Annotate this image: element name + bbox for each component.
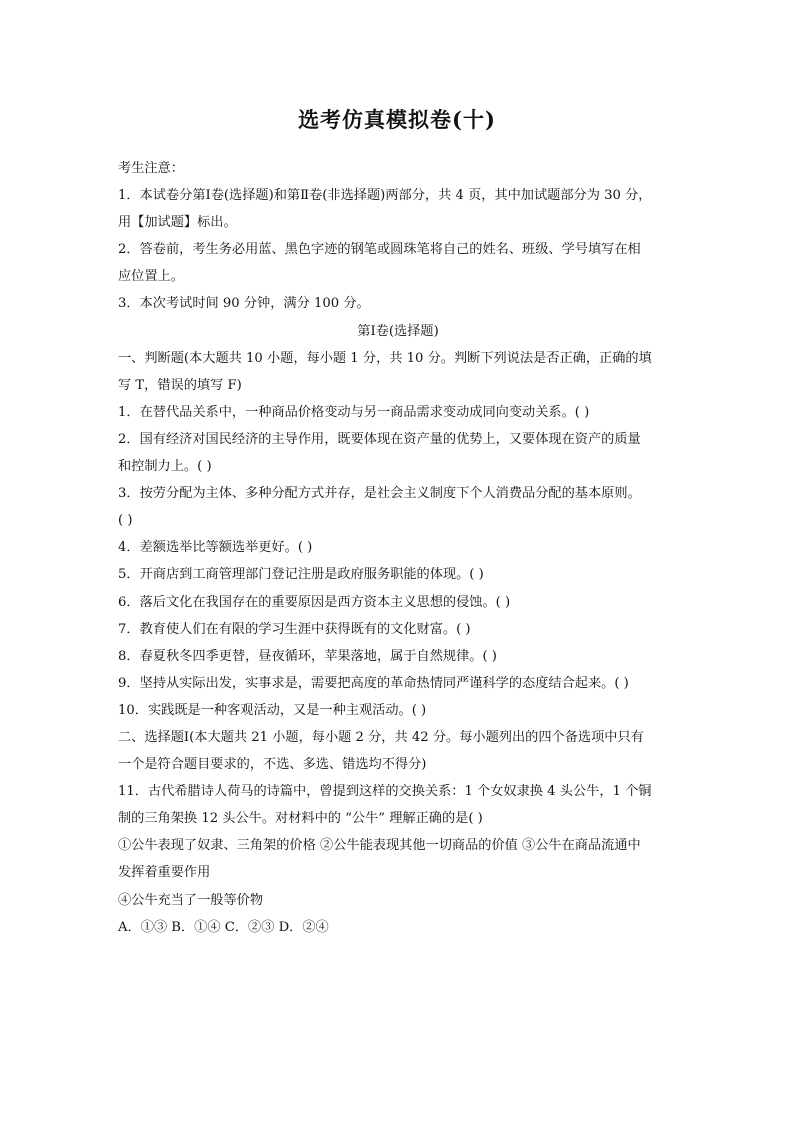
question-line: 3．按劳分配为主体、多种分配方式并存，是社会主义制度下个人消费品分配的基本原则。 xyxy=(118,486,641,502)
question-line: 5．开商店到工商管理部门登记注册是政府服务职能的体现。( ) xyxy=(118,567,484,583)
notice-line: 用【加试题】标出。 xyxy=(118,215,237,231)
question-line: 11．古代希腊诗人荷马的诗篇中，曾提到这样的交换关系：1 个女奴隶换 4 头公牛，1 个铜 xyxy=(118,784,652,800)
part1-title: 第Ⅰ卷(选择题) xyxy=(357,323,439,339)
question-line: 制的三角架换 12 头公牛。对材料中的 “公牛” 理解正确的是( ) xyxy=(118,811,483,827)
question-line: 8．春夏秋冬四季更替，昼夜循环，苹果落地，属于自然规律。( ) xyxy=(118,648,497,664)
answer-options: A．①③ B．①④ C．②③ D．②④ xyxy=(118,919,329,935)
question-line: ④公牛充当了一般等价物 xyxy=(118,892,264,908)
question-line: 发挥着重要作用 xyxy=(118,865,211,881)
question-line: 1．在替代品关系中，一种商品价格变动与另一商品需求变动成同向变动关系。( ) xyxy=(118,404,590,420)
notice-line: 2．答卷前，考生务必用蓝、黑色字迹的钢笔或圆珠笔将自己的姓名、班级、学号填写在相 xyxy=(118,242,641,258)
notice-block xyxy=(118,182,678,317)
question-line: 4．差额选举比等额选举更好。( ) xyxy=(118,540,313,556)
notice-line: 3．本次考试时间 90 分钟，满分 100 分。 xyxy=(118,296,370,312)
question-line: 10．实践既是一种客观活动，又是一种主观活动。( ) xyxy=(118,702,427,718)
section-intro-line: 一、判断题(本大题共 10 小题，每小题 1 分，共 10 分。判断下列说法是否正确，正确的填 xyxy=(118,350,652,366)
notice-line: 1．本试卷分第Ⅰ卷(选择题)和第Ⅱ卷(非选择题)两部分，共 4 页，其中加试题部分为 30 分， xyxy=(118,188,652,204)
question-11 xyxy=(118,778,678,941)
page-title: 选考仿真模拟卷(十) xyxy=(298,107,496,132)
notice-heading: 考生注意： xyxy=(118,161,184,176)
judgment-questions xyxy=(118,399,678,724)
section-intro-line: 二、选择题Ⅰ(本大题共 21 小题，每小题 2 分，共 42 分。每小题列出的四个备选项中只有 xyxy=(118,729,644,745)
section-intro-line: 一个是符合题目要求的，不选、多选、错选均不得分) xyxy=(118,757,427,773)
question-line: 和控制力上。( ) xyxy=(118,459,212,475)
notice-line: 应位置上。 xyxy=(118,269,184,285)
question-line: 9．坚持从实际出发，实事求是，需要把高度的革命热情同严谨科学的态度结合起来。( ) xyxy=(118,675,629,691)
question-line: 7．教育使人们在有限的学习生涯中获得既有的文化财富。( ) xyxy=(118,621,471,637)
question-line: ( ) xyxy=(118,513,133,529)
question-line: ①公牛表现了奴隶、三角架的价格 ②公牛能表现其他一切商品的价值 ③公牛在商品流通中 xyxy=(118,838,641,854)
section1-intro xyxy=(118,345,678,399)
exam-body xyxy=(118,155,678,941)
question-line: 6．落后文化在我国存在的重要原因是西方资本主义思想的侵蚀。( ) xyxy=(118,594,511,610)
question-line: 2．国有经济对国民经济的主导作用，既要体现在资产量的优势上，又要体现在资产的质量 xyxy=(118,431,641,447)
section2-intro xyxy=(118,724,678,778)
section-intro-line: 写 T，错误的填写 F) xyxy=(118,377,242,393)
